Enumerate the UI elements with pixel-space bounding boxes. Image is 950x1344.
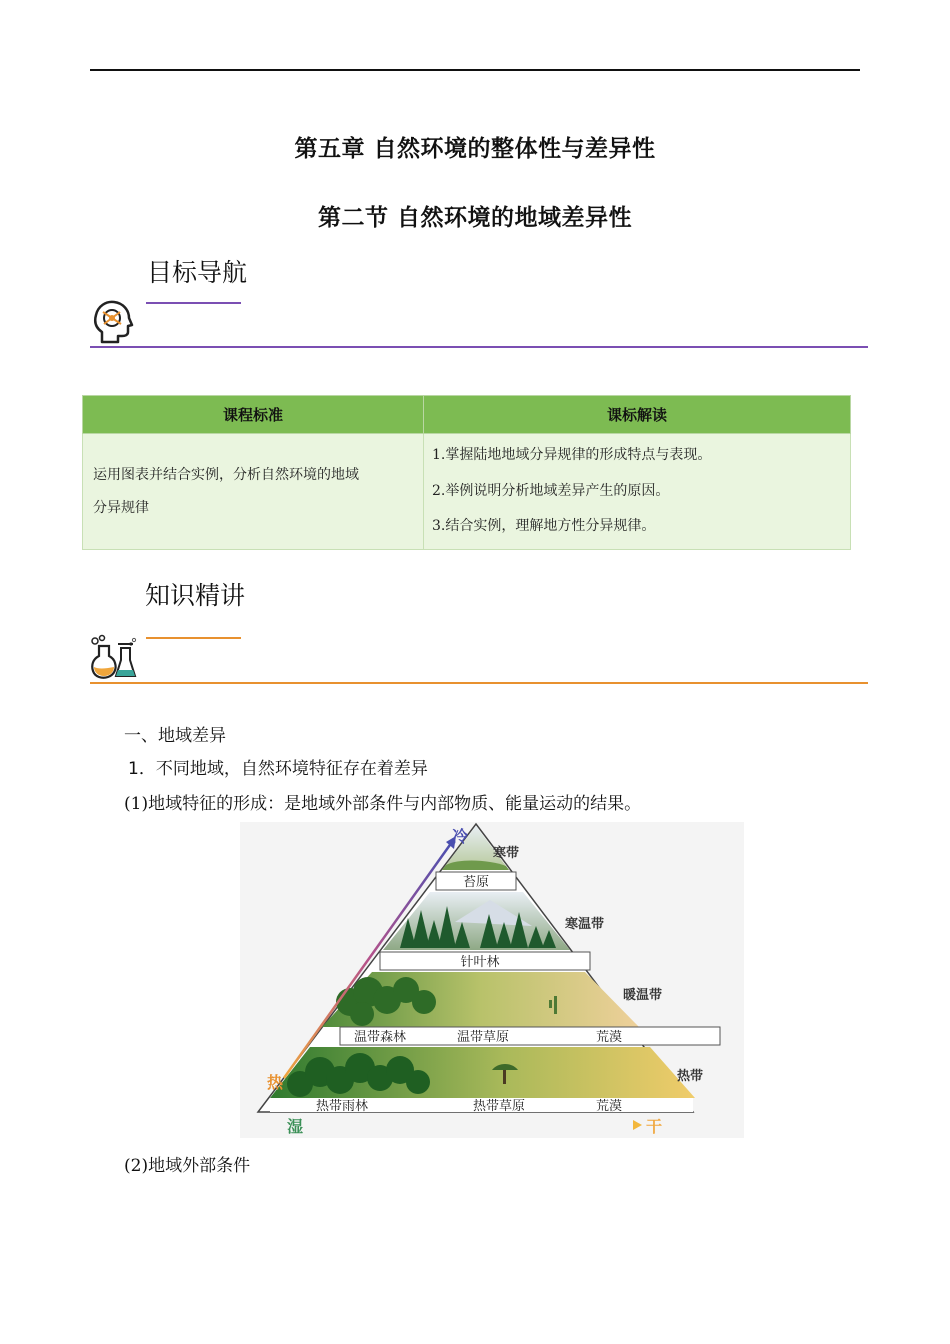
tier4-label-desert: 荒漠 bbox=[595, 1099, 623, 1114]
tier2-label-coniferous: 针叶林 bbox=[460, 955, 500, 970]
interpretation-item-3: 3.结合实例，理解地方性分异规律。 bbox=[432, 518, 656, 535]
knowledge-long-rule bbox=[90, 682, 868, 684]
goals-long-rule bbox=[90, 346, 868, 348]
lab-flask-icon bbox=[90, 634, 138, 680]
zone-label-frigid: 寒带 bbox=[493, 846, 520, 861]
knowledge-heading: 知识精讲 bbox=[145, 581, 246, 610]
standard-line-2: 分异规律 bbox=[93, 499, 149, 516]
paragraph-external-conditions: (2)地域外部条件 bbox=[124, 1156, 251, 1176]
interpretation-cell bbox=[424, 434, 851, 550]
subheading-different-regions: 1．不同地域，自然环境特征存在着差异 bbox=[128, 759, 428, 779]
header-rule bbox=[90, 69, 860, 71]
paragraph-formation: (1)地域特征的形成：是地域外部条件与内部物质、能量运动的结果。 bbox=[124, 794, 642, 814]
standard-cell bbox=[83, 434, 424, 550]
goals-short-rule bbox=[146, 302, 241, 304]
chapter-title: 第五章 自然环境的整体性与差异性 bbox=[294, 136, 656, 162]
tier3-label-desert: 荒漠 bbox=[595, 1030, 623, 1045]
knowledge-short-rule bbox=[146, 637, 241, 639]
section-title: 第二节 自然环境的地域差异性 bbox=[317, 205, 632, 231]
vegetation-pyramid-figure bbox=[240, 822, 744, 1138]
axis-label-hot: 热 bbox=[267, 1073, 284, 1092]
tier4-label-savanna: 热带草原 bbox=[472, 1099, 526, 1114]
axis-label-dry: 干 bbox=[646, 1117, 663, 1136]
axis-label-cold: 冷 bbox=[452, 827, 469, 846]
tier1-label-tundra: 苔原 bbox=[462, 875, 490, 890]
zone-label-warm-temperate: 暖温带 bbox=[623, 988, 663, 1003]
table-header-interpretation: 课标解读 bbox=[424, 396, 851, 434]
zone-label-cold-temperate: 寒温带 bbox=[565, 917, 605, 932]
tier3-label-temperate-grassland: 温带草原 bbox=[456, 1030, 510, 1045]
zone-label-tropical: 热带 bbox=[677, 1069, 704, 1084]
tier3-label-temperate-forest: 温带森林 bbox=[353, 1030, 407, 1045]
heading-regional-difference: 一、地域差异 bbox=[124, 726, 226, 746]
standards-table bbox=[82, 395, 851, 550]
table-header-standard: 课程标准 bbox=[83, 396, 424, 434]
interpretation-item-1: 1.掌握陆地地域分异规律的形成特点与表现。 bbox=[432, 447, 712, 463]
tier4-label-rainforest: 热带雨林 bbox=[315, 1099, 369, 1114]
standard-line-1: 运用图表并结合实例，分析自然环境的地域 bbox=[93, 467, 359, 484]
axis-label-wet: 湿 bbox=[287, 1117, 304, 1136]
brain-head-icon bbox=[92, 298, 134, 346]
interpretation-item-2: 2.举例说明分析地域差异产生的原因。 bbox=[432, 482, 670, 499]
goals-heading: 目标导航 bbox=[147, 258, 248, 287]
